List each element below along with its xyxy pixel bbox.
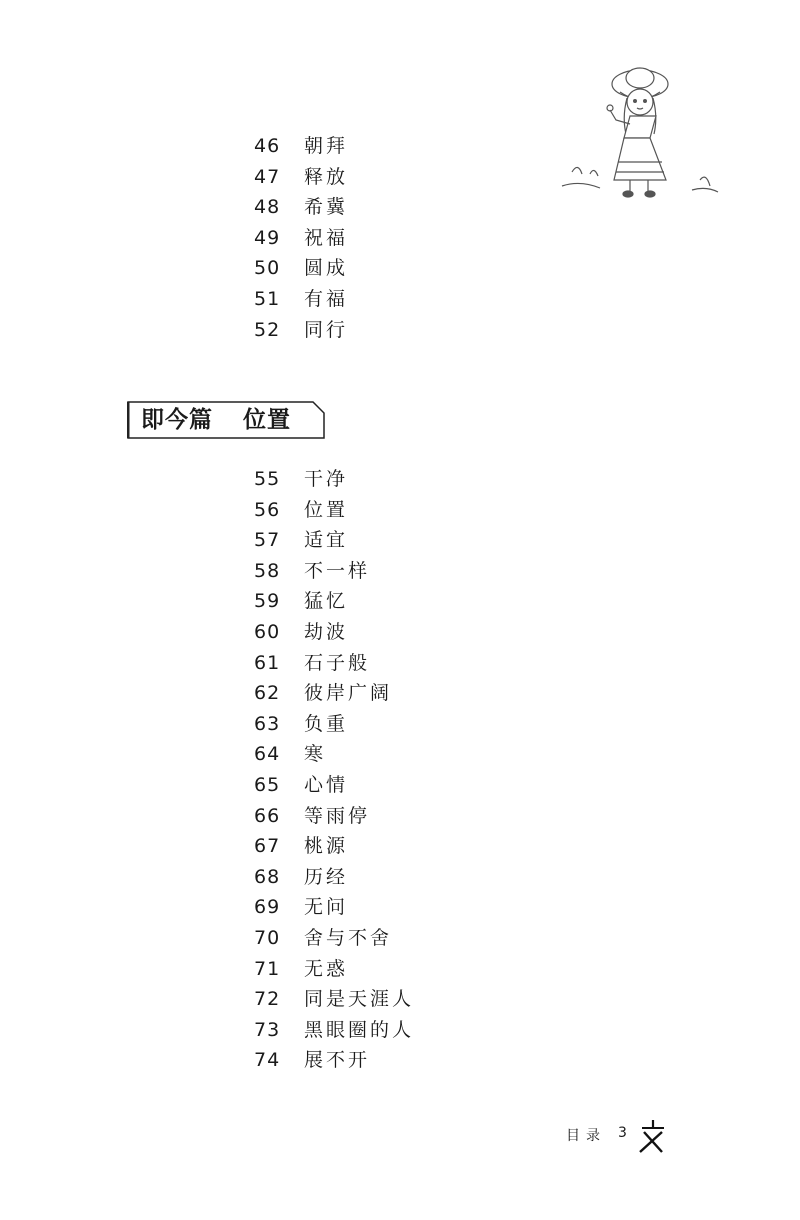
toc-item-number: 49 — [254, 226, 281, 249]
toc-item[interactable] — [254, 162, 348, 193]
girl-illustration — [560, 62, 720, 216]
toc-item-number: 55 — [254, 468, 281, 490]
toc-item-number: 60 — [254, 620, 281, 643]
toc-item-title: 历经 — [304, 865, 349, 888]
toc-item-number: 67 — [254, 835, 281, 858]
toc-item-number: 58 — [254, 559, 281, 582]
toc-item[interactable] — [254, 464, 414, 495]
toc-item[interactable] — [254, 1015, 414, 1046]
toc-item-number: 68 — [254, 865, 281, 888]
toc-item-title: 舍与不舍 — [304, 926, 393, 949]
toc-item-number: 65 — [254, 773, 281, 796]
toc-item-number: 69 — [254, 896, 281, 919]
toc-item[interactable] — [254, 525, 414, 556]
toc-item-title: 释放 — [304, 165, 349, 188]
toc-item[interactable] — [254, 801, 414, 832]
toc-item-title: 心情 — [304, 773, 349, 796]
toc-item-title: 位置 — [304, 498, 349, 521]
toc-item-title: 同是天涯人 — [304, 988, 415, 1011]
toc-item-title: 适宜 — [304, 529, 349, 552]
toc-item-number: 66 — [254, 804, 281, 827]
toc-item-number: 64 — [254, 743, 281, 766]
toc-item-title: 无问 — [304, 896, 349, 919]
toc-item[interactable] — [254, 253, 348, 284]
section-part-label: 即今篇 — [141, 407, 213, 433]
toc-item[interactable] — [254, 648, 414, 679]
toc-item-number: 71 — [254, 957, 281, 980]
toc-item-title: 不一样 — [304, 559, 371, 582]
toc-item-title: 等雨停 — [304, 804, 371, 827]
toc-item-number: 72 — [254, 988, 281, 1011]
toc-item-number: 61 — [254, 651, 281, 674]
toc-item-title: 同行 — [304, 318, 349, 341]
toc-item-title: 展不开 — [304, 1049, 371, 1072]
toc-item-number: 50 — [254, 257, 281, 280]
toc-item[interactable] — [254, 862, 414, 893]
toc-item[interactable] — [254, 223, 348, 254]
toc-item-number: 47 — [254, 165, 281, 188]
toc-item[interactable] — [254, 192, 348, 223]
page-number: 3 — [618, 1125, 627, 1141]
toc-item[interactable] — [254, 1045, 414, 1076]
toc-item[interactable] — [254, 831, 414, 862]
toc-item-number: 62 — [254, 682, 281, 705]
toc-item-number: 51 — [254, 287, 281, 310]
toc-item[interactable] — [254, 954, 414, 985]
toc-item-number: 48 — [254, 196, 281, 219]
toc-item-title: 黑眼圈的人 — [304, 1018, 415, 1041]
toc-item-title: 石子般 — [304, 651, 371, 674]
section-heading — [127, 401, 325, 439]
toc-item[interactable] — [254, 923, 414, 954]
toc-item-number: 56 — [254, 498, 281, 521]
decorative-mark-icon — [636, 1118, 670, 1154]
toc-item-number: 46 — [254, 135, 281, 157]
footer-label: 目录 — [566, 1128, 606, 1144]
toc-item-title: 有福 — [304, 287, 349, 310]
toc-item[interactable] — [254, 556, 414, 587]
toc-item-number: 52 — [254, 318, 281, 341]
toc-item[interactable] — [254, 709, 414, 740]
toc-item-title: 希冀 — [304, 196, 349, 219]
toc-item[interactable] — [254, 617, 414, 648]
section-heading-label — [141, 401, 291, 439]
toc-item-title: 劫波 — [304, 620, 349, 643]
toc-item-number: 59 — [254, 590, 281, 613]
toc-item-number: 74 — [254, 1049, 281, 1072]
toc-item[interactable] — [254, 131, 348, 162]
toc-item[interactable] — [254, 495, 414, 526]
toc-item-title: 猛忆 — [304, 590, 349, 613]
toc-item-number: 70 — [254, 926, 281, 949]
toc-item-title: 无惑 — [304, 957, 349, 980]
toc-item[interactable] — [254, 892, 414, 923]
toc-item-number: 57 — [254, 529, 281, 552]
toc-item-title: 圆成 — [304, 257, 349, 280]
section-title: 位置 — [243, 407, 291, 433]
toc-item-title: 寒 — [304, 743, 327, 766]
toc-item-title: 负重 — [304, 712, 349, 735]
toc-list-group-1 — [254, 131, 348, 345]
toc-item-title: 桃源 — [304, 835, 349, 858]
toc-item[interactable] — [254, 678, 414, 709]
toc-list-group-2 — [254, 464, 414, 1076]
toc-item[interactable] — [254, 315, 348, 346]
toc-item[interactable] — [254, 586, 414, 617]
toc-item-title: 祝福 — [304, 226, 349, 249]
toc-item-title: 彼岸广阔 — [304, 682, 393, 705]
toc-item-title: 干净 — [304, 468, 349, 490]
toc-item-title: 朝拜 — [304, 135, 349, 157]
toc-item-number: 73 — [254, 1018, 281, 1041]
toc-item[interactable] — [254, 739, 414, 770]
toc-item[interactable] — [254, 284, 348, 315]
toc-item-number: 63 — [254, 712, 281, 735]
toc-item[interactable] — [254, 770, 414, 801]
toc-item[interactable] — [254, 984, 414, 1015]
